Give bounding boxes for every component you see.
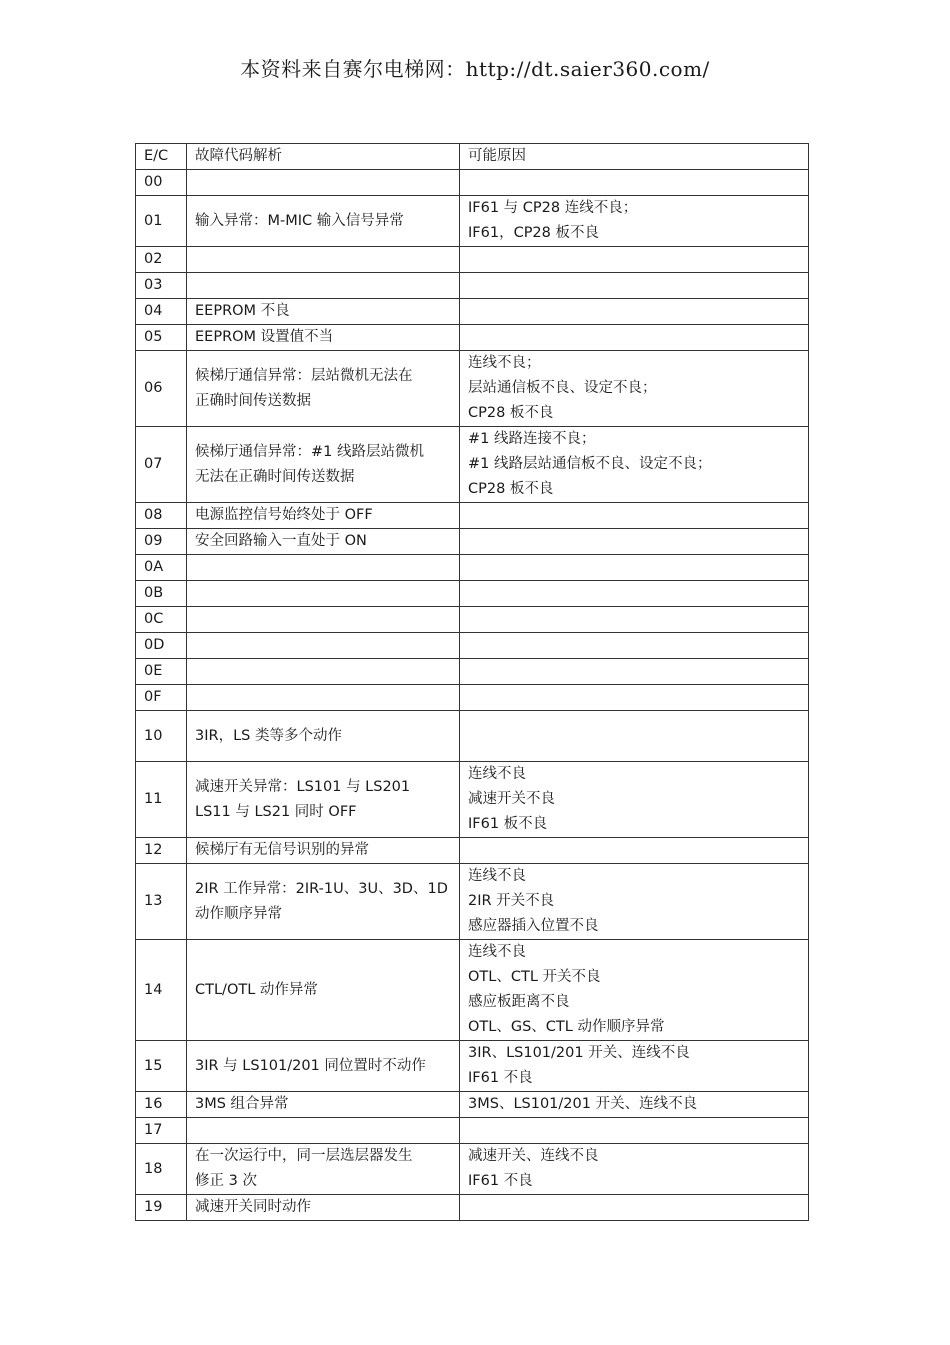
fault-description-line: 无法在正确时间传送数据 bbox=[195, 468, 355, 485]
possible-causes-cell bbox=[460, 503, 809, 529]
table-row bbox=[136, 633, 809, 659]
fault-code-table bbox=[135, 143, 809, 1221]
possible-causes-cell bbox=[460, 1144, 809, 1195]
possible-causes-cell bbox=[460, 529, 809, 555]
fault-description-cell bbox=[187, 1144, 460, 1195]
possible-cause-line: CP28 板不良 bbox=[468, 481, 554, 497]
table-row bbox=[136, 607, 809, 633]
column-header-description: 故障代码解析 bbox=[187, 144, 460, 170]
possible-cause-line: 减速开关、连线不良 bbox=[468, 1148, 599, 1164]
error-code-cell: 13 bbox=[136, 864, 187, 940]
fault-description-cell bbox=[187, 659, 460, 685]
possible-causes-cell bbox=[460, 196, 809, 247]
fault-description-line: 3MS 组合异常 bbox=[195, 1096, 289, 1112]
table-row bbox=[136, 351, 809, 427]
possible-causes-cell bbox=[460, 762, 809, 838]
possible-causes-cell bbox=[460, 1092, 809, 1118]
table-row bbox=[136, 1118, 809, 1144]
fault-description-cell bbox=[187, 427, 460, 503]
table-row bbox=[136, 1092, 809, 1118]
error-code-cell: 14 bbox=[136, 940, 187, 1041]
error-code-cell: 00 bbox=[136, 170, 187, 196]
fault-description-cell bbox=[187, 1118, 460, 1144]
possible-cause-line: 连线不良； bbox=[468, 355, 541, 371]
fault-description-line: EEPROM 设置值不当 bbox=[195, 329, 334, 345]
table-row bbox=[136, 1041, 809, 1092]
fault-description-cell bbox=[187, 555, 460, 581]
possible-causes-cell bbox=[460, 170, 809, 196]
error-code-cell: 09 bbox=[136, 529, 187, 555]
fault-description-cell bbox=[187, 247, 460, 273]
fault-description-line: 电源监控信号始终处于 OFF bbox=[195, 507, 373, 523]
fault-description-cell bbox=[187, 762, 460, 838]
fault-description-line: 在一次运行中，同一层选层器发生 bbox=[195, 1148, 413, 1164]
error-code-cell: 05 bbox=[136, 325, 187, 351]
fault-description-line: 动作顺序异常 bbox=[195, 905, 282, 922]
fault-description-cell bbox=[187, 503, 460, 529]
fault-description-cell bbox=[187, 711, 460, 762]
possible-cause-line: #1 线路连接不良； bbox=[468, 431, 596, 447]
fault-description-line: 修正 3 次 bbox=[195, 1173, 257, 1189]
fault-description-cell bbox=[187, 325, 460, 351]
fault-description-line: EEPROM 不良 bbox=[195, 303, 290, 319]
possible-causes-cell bbox=[460, 427, 809, 503]
possible-causes-cell bbox=[460, 1041, 809, 1092]
table-row bbox=[136, 247, 809, 273]
possible-causes-cell bbox=[460, 711, 809, 762]
possible-causes-cell bbox=[460, 555, 809, 581]
possible-causes-cell bbox=[460, 247, 809, 273]
possible-cause-line: 连线不良 bbox=[468, 944, 526, 960]
possible-causes-cell bbox=[460, 685, 809, 711]
possible-cause-line: IF61 不良 bbox=[468, 1070, 533, 1086]
error-code-cell: 17 bbox=[136, 1118, 187, 1144]
fault-description-line: 3IR 与 LS101/201 同位置时不动作 bbox=[195, 1057, 426, 1074]
error-code-cell: 18 bbox=[136, 1144, 187, 1195]
fault-description-cell bbox=[187, 685, 460, 711]
fault-description-cell bbox=[187, 940, 460, 1041]
table-body bbox=[136, 170, 809, 1221]
error-code-cell: 11 bbox=[136, 762, 187, 838]
possible-causes-cell bbox=[460, 299, 809, 325]
error-code-cell: 12 bbox=[136, 838, 187, 864]
table-row bbox=[136, 685, 809, 711]
possible-causes-cell bbox=[460, 633, 809, 659]
error-code-cell: 0B bbox=[136, 581, 187, 607]
fault-description-line: 减速开关异常：LS101 与 LS201 bbox=[195, 778, 411, 795]
table-row bbox=[136, 427, 809, 503]
fault-description-line: 2IR 工作异常：2IR-1U、3U、3D、1D bbox=[195, 880, 448, 897]
error-code-cell: 02 bbox=[136, 247, 187, 273]
table-row bbox=[136, 503, 809, 529]
possible-causes-cell bbox=[460, 838, 809, 864]
table-row bbox=[136, 529, 809, 555]
table-row bbox=[136, 299, 809, 325]
fault-description-cell bbox=[187, 196, 460, 247]
fault-description-cell bbox=[187, 864, 460, 940]
fault-description-cell bbox=[187, 299, 460, 325]
table-row bbox=[136, 762, 809, 838]
error-code-cell: 06 bbox=[136, 351, 187, 427]
error-code-cell: 08 bbox=[136, 503, 187, 529]
possible-cause-line: 减速开关不良 bbox=[468, 791, 555, 807]
fault-description-cell bbox=[187, 838, 460, 864]
fault-description-line: LS11 与 LS21 同时 OFF bbox=[195, 803, 357, 820]
fault-description-cell bbox=[187, 529, 460, 555]
column-header-code: E/C bbox=[136, 144, 187, 170]
error-code-cell: 15 bbox=[136, 1041, 187, 1092]
possible-cause-line: IF61，CP28 板不良 bbox=[468, 225, 599, 241]
fault-description-line: 候梯厅通信异常：层站微机无法在 bbox=[195, 367, 413, 384]
error-code-cell: 0C bbox=[136, 607, 187, 633]
table-row bbox=[136, 659, 809, 685]
fault-description-cell bbox=[187, 1195, 460, 1221]
table-row bbox=[136, 838, 809, 864]
possible-cause-line: 感应板距离不良 bbox=[468, 994, 570, 1010]
table-row bbox=[136, 940, 809, 1041]
fault-description-cell bbox=[187, 273, 460, 299]
possible-cause-line: 3MS、LS101/201 开关、连线不良 bbox=[468, 1096, 698, 1112]
fault-description-cell bbox=[187, 633, 460, 659]
fault-description-cell bbox=[187, 1041, 460, 1092]
error-code-cell: 0F bbox=[136, 685, 187, 711]
error-code-cell: 16 bbox=[136, 1092, 187, 1118]
error-code-cell: 04 bbox=[136, 299, 187, 325]
possible-cause-line: CP28 板不良 bbox=[468, 405, 554, 421]
possible-cause-line: 3IR、LS101/201 开关、连线不良 bbox=[468, 1045, 690, 1061]
error-code-cell: 0D bbox=[136, 633, 187, 659]
possible-causes-cell bbox=[460, 864, 809, 940]
error-code-cell: 01 bbox=[136, 196, 187, 247]
possible-cause-line: OTL、GS、CTL 动作顺序异常 bbox=[468, 1019, 665, 1035]
fault-description-cell bbox=[187, 351, 460, 427]
fault-description-cell bbox=[187, 581, 460, 607]
fault-description-line: 输入异常：M-MIC 输入信号异常 bbox=[195, 212, 404, 229]
possible-cause-line: IF61 不良 bbox=[468, 1173, 533, 1189]
error-code-cell: 0E bbox=[136, 659, 187, 685]
fault-description-line: 3IR，LS 类等多个动作 bbox=[195, 727, 342, 744]
fault-description-cell bbox=[187, 170, 460, 196]
possible-cause-line: IF61 与 CP28 连线不良； bbox=[468, 200, 638, 216]
page-header-title: 本资料来自赛尔电梯网：http://dt.saier360.com/ bbox=[240, 57, 710, 81]
fault-description-line: 候梯厅有无信号识别的异常 bbox=[195, 842, 369, 858]
error-code-cell: 19 bbox=[136, 1195, 187, 1221]
possible-cause-line: 感应器插入位置不良 bbox=[468, 918, 599, 934]
table-row bbox=[136, 711, 809, 762]
possible-cause-line: 连线不良 bbox=[468, 766, 526, 782]
table-row bbox=[136, 581, 809, 607]
table-row bbox=[136, 196, 809, 247]
possible-causes-cell bbox=[460, 325, 809, 351]
possible-cause-line: IF61 板不良 bbox=[468, 816, 548, 832]
error-code-cell: 0A bbox=[136, 555, 187, 581]
fault-description-line: 候梯厅通信异常：#1 线路层站微机 bbox=[195, 443, 424, 460]
table-row bbox=[136, 864, 809, 940]
possible-cause-line: 2IR 开关不良 bbox=[468, 893, 555, 909]
possible-causes-cell bbox=[460, 581, 809, 607]
table-row bbox=[136, 325, 809, 351]
possible-causes-cell bbox=[460, 940, 809, 1041]
error-code-cell: 10 bbox=[136, 711, 187, 762]
table-row bbox=[136, 170, 809, 196]
possible-cause-line: 层站通信板不良、设定不良； bbox=[468, 380, 657, 396]
table-row bbox=[136, 1195, 809, 1221]
column-header-causes: 可能原因 bbox=[460, 144, 809, 170]
fault-description-line: 安全回路输入一直处于 ON bbox=[195, 533, 367, 549]
possible-causes-cell bbox=[460, 607, 809, 633]
fault-description-cell bbox=[187, 607, 460, 633]
possible-causes-cell bbox=[460, 273, 809, 299]
table-header-row bbox=[136, 144, 809, 170]
fault-description-line: 正确时间传送数据 bbox=[195, 392, 311, 409]
possible-causes-cell bbox=[460, 1118, 809, 1144]
error-code-cell: 03 bbox=[136, 273, 187, 299]
possible-causes-cell bbox=[460, 659, 809, 685]
possible-causes-cell bbox=[460, 351, 809, 427]
table-row bbox=[136, 555, 809, 581]
error-code-cell: 07 bbox=[136, 427, 187, 503]
possible-cause-line: 连线不良 bbox=[468, 868, 526, 884]
fault-description-line: CTL/OTL 动作异常 bbox=[195, 981, 318, 998]
possible-cause-line: OTL、CTL 开关不良 bbox=[468, 969, 601, 985]
possible-cause-line: #1 线路层站通信板不良、设定不良； bbox=[468, 456, 712, 472]
table-row bbox=[136, 1144, 809, 1195]
fault-description-cell bbox=[187, 1092, 460, 1118]
possible-causes-cell bbox=[460, 1195, 809, 1221]
fault-description-line: 减速开关同时动作 bbox=[195, 1199, 311, 1215]
table-row bbox=[136, 273, 809, 299]
